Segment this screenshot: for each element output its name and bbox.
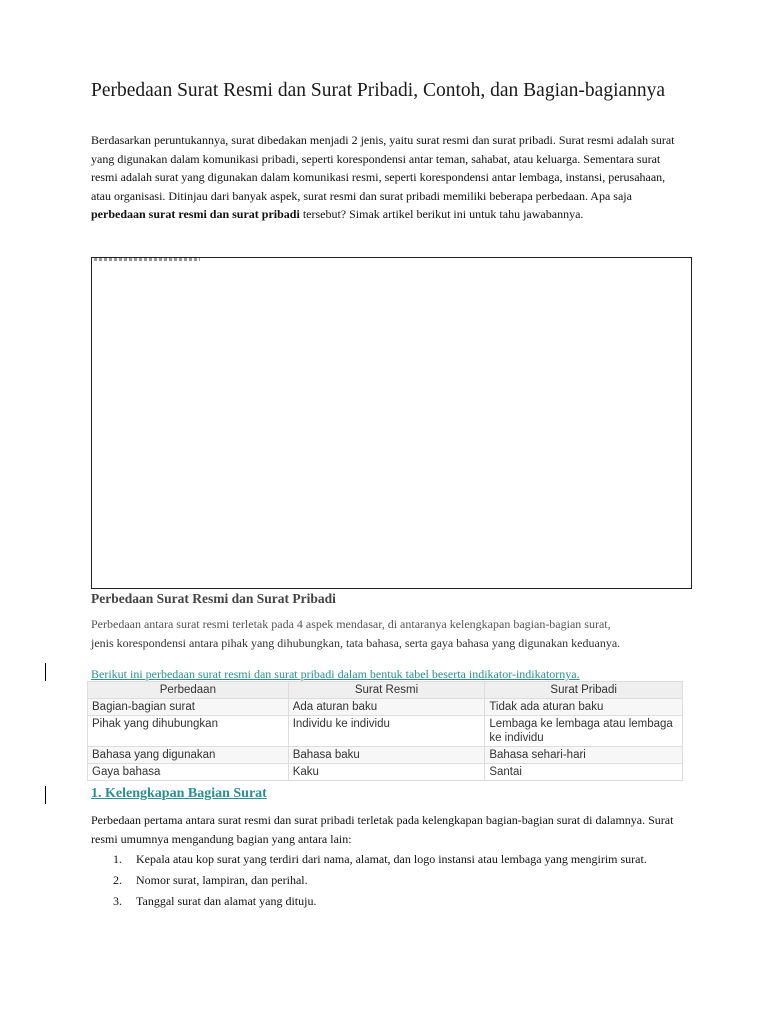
text-cursor-marker — [45, 663, 46, 681]
table-header-cell: Surat Resmi — [288, 682, 485, 699]
section-paragraph-line-1: Perbedaan antara surat resmi terletak pada 4 aspek mendasar, di antaranya kelengkapan bagian-bagian surat, — [91, 617, 611, 631]
section-heading: Perbedaan Surat Resmi dan Surat Pribadi — [91, 591, 336, 606]
list-item-number: 3. — [113, 894, 122, 908]
intro-paragraph — [91, 131, 681, 224]
table-header-cell: Perbedaan — [88, 682, 289, 699]
section-paragraph — [91, 615, 681, 653]
table-cell: Bahasa yang digunakan — [88, 747, 289, 764]
table-cell: Ada aturan baku — [288, 699, 485, 716]
intro-text-end: tersebut? Simak artikel berikut ini untuk tahu jawabannya. — [299, 207, 584, 221]
table-row — [88, 699, 683, 716]
table-cell: Bahasa sehari-hari — [485, 747, 683, 764]
table-row — [88, 716, 683, 747]
list-item-text: Kepala atau kop surat yang terdiri dari nama, alamat, dan logo instansi atau lembaga yang mengirim surat. — [136, 852, 647, 866]
list-item — [91, 850, 671, 868]
table-cell: Gaya bahasa — [88, 764, 289, 781]
text-cursor-marker — [45, 786, 46, 804]
table-cell: Bahasa baku — [288, 747, 485, 764]
parts-list — [91, 850, 671, 913]
image-placeholder — [91, 257, 692, 589]
table-header-row — [88, 682, 683, 699]
list-item-text: Tanggal surat dan alamat yang dituju. — [136, 894, 317, 908]
broken-image-icon — [94, 258, 200, 261]
list-item — [91, 892, 671, 910]
comparison-table — [87, 681, 683, 781]
list-item — [91, 871, 671, 889]
list-item-text: Nomor surat, lampiran, dan perihal. — [136, 873, 308, 887]
table-cell: Individu ke individu — [288, 716, 485, 747]
table-row — [88, 747, 683, 764]
intro-text-start: Berdasarkan peruntukannya, surat dibedakan menjadi 2 jenis, yaitu surat resmi dan surat pribadi. Surat resmi adalah surat yang digunakan dalam komunikasi pribadi, seperti korespondensi antar teman, sahabat, atau keluarga. Sementara surat resmi adalah surat yang digunakan dalam komunikasi resmi, seperti korespondensi antar lembaga, instansi, perusahaan, atau organisasi. Ditinjau dari banyak aspek, surat resmi dan surat pribadi memiliki beberapa perbedaan. Apa saja — [91, 133, 675, 203]
table-cell: Santai — [485, 764, 683, 781]
table-cell: Kaku — [288, 764, 485, 781]
subsection-paragraph: Perbedaan pertama antara surat resmi dan surat pribadi terletak pada kelengkapan bagian-bagian surat di dalamnya. Surat resmi umumnya mengandung bagian yang antara lain: — [91, 813, 674, 846]
list-item-number: 1. — [113, 852, 122, 866]
table-cell: Tidak ada aturan baku — [485, 699, 683, 716]
table-cell: Lembaga ke lembaga atau lembaga ke individu — [485, 716, 683, 747]
intro-bold-phrase: perbedaan surat resmi dan surat pribadi — [91, 207, 300, 221]
table-header-cell: Surat Pribadi — [485, 682, 683, 699]
section-paragraph-line-2: jenis korespondensi antara pihak yang dihubungkan, tata bahasa, serta gaya bahasa yang digunakan keduanya. — [91, 636, 621, 650]
table-row — [88, 764, 683, 781]
table-cell: Pihak yang dihubungkan — [88, 716, 289, 747]
table-intro-link[interactable]: Berikut ini perbedaan surat resmi dan surat pribadi dalam bentuk tabel beserta indikator-indikatornya. — [91, 667, 580, 681]
page-title: Perbedaan Surat Resmi dan Surat Pribadi, Contoh, dan Bagian-bagiannya — [91, 80, 666, 101]
table-cell: Bagian-bagian surat — [88, 699, 289, 716]
subsection-heading-link[interactable]: 1. Kelengkapan Bagian Surat — [91, 786, 267, 801]
list-item-number: 2. — [113, 873, 122, 887]
